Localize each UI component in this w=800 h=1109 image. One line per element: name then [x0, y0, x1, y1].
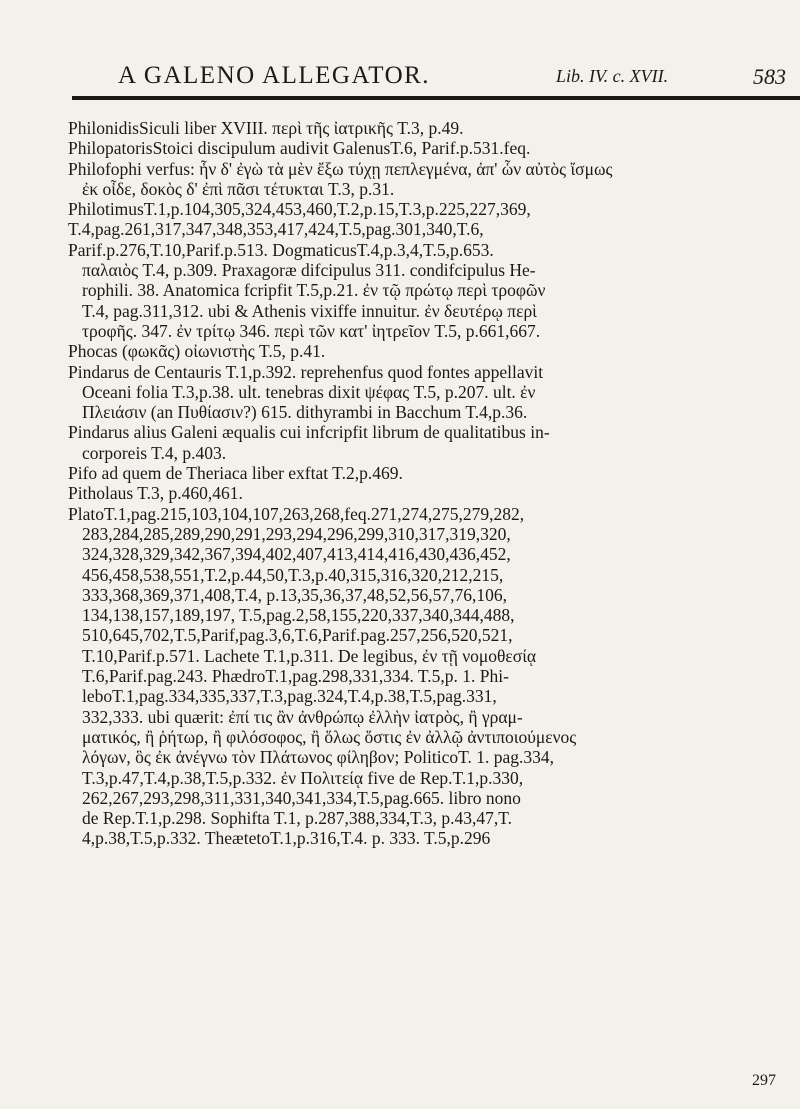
text-line: T.6,Parif.pag.243. PhædroT.1,pag.298,331,334. T.5,p. 1. Phi-	[82, 666, 509, 687]
running-title: A GALENO ALLEGATOR.	[118, 62, 431, 89]
header-rule	[72, 96, 800, 100]
running-header	[0, 62, 800, 92]
text-line: Oceani folia T.3,p.38. ult. tenebras dixit ψέφας T.5, p.207. ult. ἐν	[82, 381, 536, 402]
text-line: 324,328,329,342,367,394,402,407,413,414,416,430,436,452,	[82, 544, 511, 565]
text-line: T.4, pag.311,312. ubi & Athenis vixiffe innuitur. ἐν δευτέρῳ περὶ	[82, 300, 537, 321]
text-line: λόγων, ὃς ἐκ ἀνέγνω τὸν Πλάτωνος φίληβον; PoliticoT. 1. pag.334,	[82, 747, 555, 768]
text-line: Pindarus de Centauris T.1,p.392. reprehenfus quod fontes appellavit	[68, 361, 544, 382]
text-line: rophili. 38. Anatomica fcripfit T.5,p.21. ἐν τῷ πρώτῳ περὶ τροφῶν	[82, 280, 546, 301]
text-line: Pifo ad quem de Theriaca liber exftat T.2,p.469.	[68, 463, 403, 484]
text-line: παλαιὸς T.4, p.309. Praxagoræ difcipulus 311. condifcipulus He-	[82, 260, 536, 281]
text-line: 332,333. ubi quærit: ἐπί τις ἂν ἀνθρώπῳ ἐλλὴν ἰατρὸς, ἢ γραμ-	[82, 706, 523, 727]
text-line: τροφῆς. 347. ἐν τρίτῳ 346. περὶ τῶν κατ' ἰητρεῖον T.5, p.661,667.	[82, 320, 541, 341]
text-line: 134,138,157,189,197, T.5,pag.2,58,155,220,337,340,344,488,	[82, 605, 515, 626]
text-line: T.10,Parif.p.571. Lachete T.1,p.311. De legibus, ἐν τῇ νομοθεσίᾳ	[82, 645, 537, 666]
page-number: 583	[753, 64, 786, 89]
running-reference: Lib. IV. c. XVII.	[556, 66, 669, 86]
text-line: corporeis T.4, p.403.	[82, 442, 227, 463]
text-line: PhilonidisSiculi liber XVIII. περὶ τῆς ἰατρικῆς T.3, p.49.	[68, 118, 464, 138]
text-line: 283,284,285,289,290,291,293,294,296,299,310,317,319,320,	[82, 523, 511, 544]
text-line: T.4,pag.261,317,347,348,353,417,424,T.5,pag.301,340,T.6,	[68, 219, 484, 240]
text-line: PhilopatorisStoici discipulum audivit GalenusT.6, Parif.p.531.feq.	[68, 138, 531, 159]
text-line: PlatoT.1,pag.215,103,104,107,263,268,feq.271,274,275,279,282,	[68, 503, 525, 524]
text-line: Philofophi verfus: ἦν δ' ἐγὼ τὰ μὲν ἔξω τύχῃ πεπλεγμένα, ἀπ' ὧν αὐτὸς ἴσμως	[68, 158, 613, 179]
text-line: 333,368,369,371,408,T.4, p.13,35,36,37,48,52,56,57,76,106,	[82, 584, 508, 605]
text-line: T.3,p.47,T.4,p.38,T.5,p.332. ἐν Πολιτείᾳ five de Rep.T.1,p.330,	[82, 767, 524, 788]
text-line: ἐκ οἶδε, δοκὸς δ' ἐπὶ πᾶσι τέτυκται T.3, p.31.	[82, 178, 395, 199]
text-line: ματικός, ἢ ῥήτωρ, ἢ φιλόσοφος, ἢ ὅλως ὅστις ἐν ἀλλῷ ἀντιποιούμενος	[82, 726, 577, 747]
text-line: Pitholaus T.3, p.460,461.	[68, 483, 243, 504]
text-line: 510,645,702,T.5,Parif,pag.3,6,T.6,Parif.pag.257,256,520,521,	[82, 625, 513, 646]
text-line: 456,458,538,551,T.2,p.44,50,T.3,p.40,315,316,320,212,215,	[82, 564, 504, 585]
text-line: Pindarus alius Galeni æqualis cui infcripfit librum de qualitatibus in-	[68, 422, 550, 443]
text-line: Phocas (φωκᾶς) οἰωνιστὴς T.5, p.41.	[68, 341, 326, 362]
catchword: 297	[752, 1072, 776, 1089]
index-entries	[68, 118, 796, 849]
text-line: 262,267,293,298,311,331,340,341,334,T.5,pag.665. libro nono	[82, 787, 521, 808]
text-line: Parif.p.276,T.10,Parif.p.513. DogmaticusT.4,p.3,4,T.5,p.653.	[68, 239, 494, 260]
text-line: PhilotimusT.1,p.104,305,324,453,460,T.2,p.15,T.3,p.225,227,369,	[68, 199, 531, 220]
text-line: leboT.1,pag.334,335,337,T.3,pag.324,T.4,p.38,T.5,pag.331,	[82, 686, 497, 707]
text-line: 4,p.38,T.5,p.332. TheætetoT.1,p.316,T.4. p. 333. T.5,p.296	[82, 828, 491, 849]
text-line: Πλειάσιν (an Πυθίασιν?) 615. dithyrambi in Bacchum T.4,p.36.	[82, 402, 528, 423]
text-line: de Rep.T.1,p.298. Sophifta T.1, p.287,388,334,T.3, p.43,47,T.	[82, 808, 513, 829]
